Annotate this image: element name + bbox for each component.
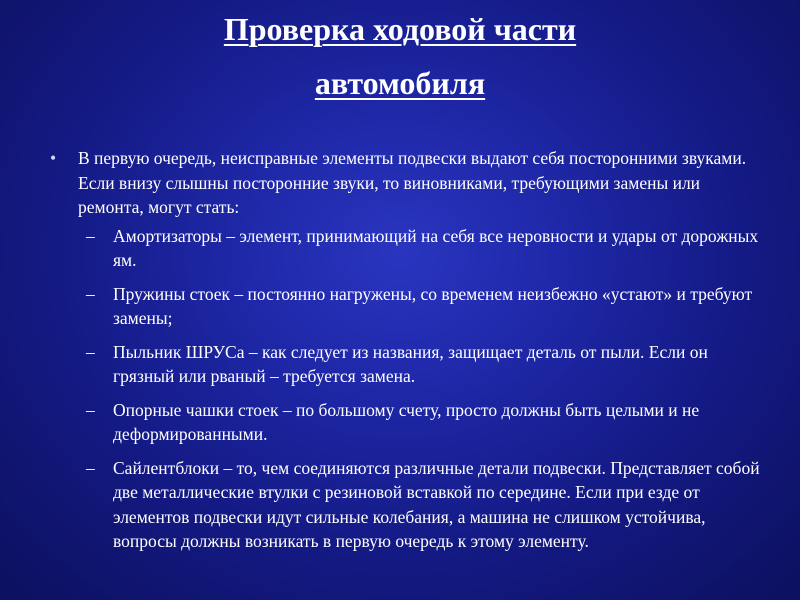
subitem-text: Опорные чашки стоек – по большому счету, просто должны быть целыми и не деформированными. (113, 399, 700, 444)
dash-marker: – (86, 283, 95, 304)
slide-title (0, 2, 800, 110)
subitem-text: Амортизаторы – элемент, принимающий на себя все неровности и удары от дорожных ям. (113, 225, 759, 270)
bullet-item-intro (50, 146, 770, 220)
subitem-text: Пыльник ШРУСа – как следует из названия, защищает деталь от пыли. Если он грязный или рваный – требуется замена. (113, 341, 708, 386)
slide-body (50, 146, 770, 563)
dash-marker: – (86, 341, 95, 362)
slide-title-line-1: Проверка ходовой части (223, 11, 577, 47)
subitem-strut-springs (50, 282, 770, 331)
subitem-text: Сайлентблоки – то, чем соединяются различные детали подвески. Представляет собой две металлические втулки с резиновой вставкой по середине. Если при езде от элементов подвески идут сильные колебания, а машина не слишком устойчива, вопросы должны возникать в первую очередь к этому элементу. (113, 457, 760, 551)
subitem-shock-absorbers (50, 224, 770, 273)
bullet-text: В первую очередь, неисправные элементы подвески выдают себя посторонними звуками. Если внизу слышны посторонние звуки, то виновниками, требующими замены или ремонта, могут стать: (78, 148, 747, 217)
bullet-marker: • (50, 148, 57, 168)
dash-marker: – (86, 399, 95, 420)
subitem-strut-mounts (50, 398, 770, 447)
dash-marker: – (86, 457, 95, 478)
slide-title-line-2: автомобиля (314, 65, 486, 101)
dash-marker: – (86, 225, 95, 246)
subitem-silent-blocks (50, 456, 770, 554)
subitem-cv-joint-boot (50, 340, 770, 389)
subitem-text: Пружины стоек – постоянно нагружены, со временем неизбежно «устают» и требуют замены; (113, 283, 753, 328)
